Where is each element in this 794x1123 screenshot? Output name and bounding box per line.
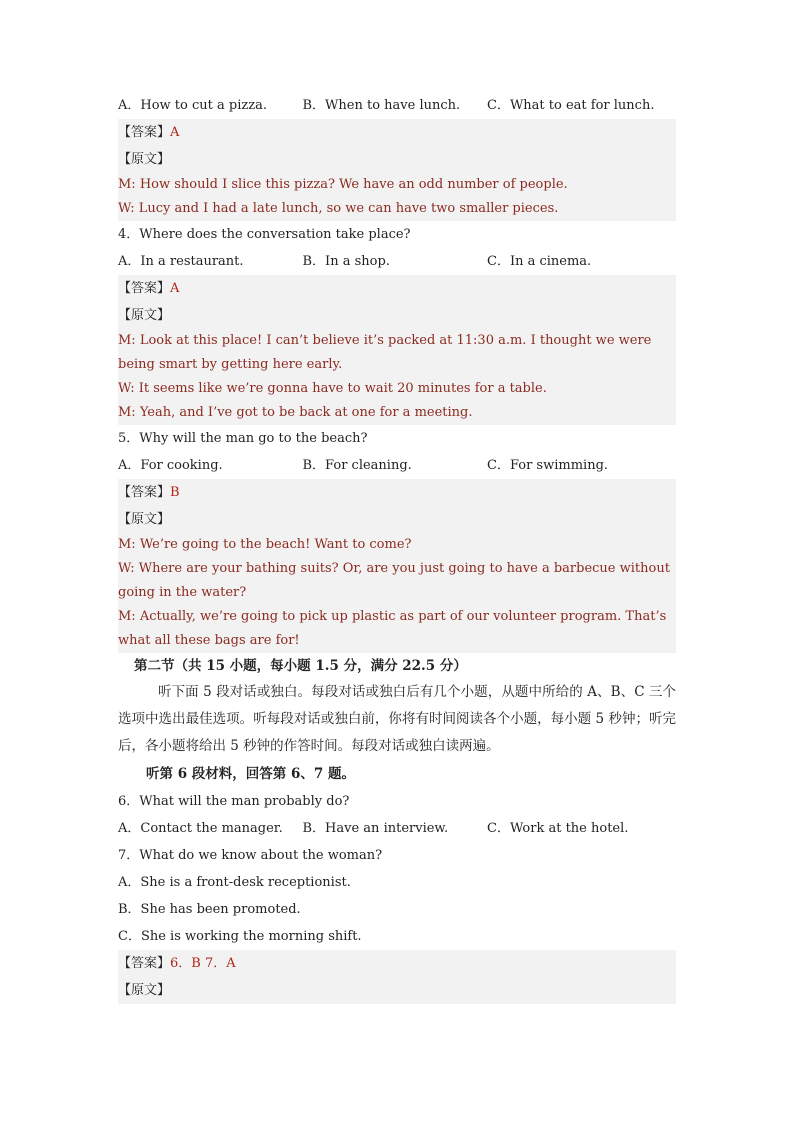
q5-question: 5．Why will the man go to the beach?: [118, 431, 368, 446]
q7-option-a: A．She is a front-desk receptionist.: [118, 875, 351, 890]
section-heading: 第二节（共 15 小题，每小题 1.5 分，满分 22.5 分）: [134, 658, 467, 674]
q5-option-b: B．For cleaning.: [302, 458, 412, 473]
q4-question: 4．Where does the conversation take place?: [118, 227, 411, 242]
q67-answer-box: [118, 950, 676, 1004]
q4-transcript-line: M: Look at this place! I can’t believe it’s packed at 11:30 a.m. I thought we were being smart by getting here early.: [118, 333, 652, 372]
material-heading: 听第 6 段材料，回答第 6、7 题。: [146, 766, 355, 782]
q4-answer-value: A: [170, 281, 180, 296]
q67-transcript-label: 【原文】: [118, 983, 171, 998]
q6-option-c: C．Work at the hotel.: [487, 821, 629, 836]
q6-option-b: B．Have an interview.: [302, 821, 449, 836]
q3-answer-value: A: [170, 125, 180, 140]
q5-answer-box: [118, 479, 676, 653]
q3-transcript-line: M: How should I slice this pizza? We have an odd number of people.: [118, 177, 568, 192]
q5-option-a: A．For cooking.: [118, 458, 223, 473]
q67-answer-value: 6．B 7．A: [170, 956, 236, 971]
q4-option-a: A．In a restaurant.: [118, 254, 244, 269]
q4-transcript-line: M: Yeah, and I’ve got to be back at one for a meeting.: [118, 405, 473, 420]
q3-transcript-label: 【原文】: [118, 152, 171, 167]
q3-answer-box: [118, 119, 676, 221]
q3-transcript-line: W: Lucy and I had a late lunch, so we can have two smaller pieces.: [118, 201, 559, 216]
q4-transcript-line: W: It seems like we’re gonna have to wait 20 minutes for a table.: [118, 381, 547, 396]
q4-answer-box: [118, 275, 676, 425]
q3-options: [118, 92, 676, 119]
q7-option-c: C．She is working the morning shift.: [118, 929, 362, 944]
q3-answer: 【答案】A: [118, 125, 180, 140]
q5-transcript-line: W: Where are your bathing suits? Or, are you just going to have a barbecue without going in the water?: [118, 561, 670, 600]
q5-option-c: C．For swimming.: [487, 458, 609, 473]
q4-option-c: C．In a cinema.: [487, 254, 592, 269]
q6-options: [118, 815, 676, 842]
q5-transcript-line: M: We’re going to the beach! Want to come?: [118, 537, 412, 552]
q67-answer: 【答案】6．B 7．A: [118, 956, 236, 971]
q4-transcript-label: 【原文】: [118, 308, 171, 323]
q4-options: [118, 248, 676, 275]
q7-option-b: B．She has been promoted.: [118, 902, 301, 917]
q4-answer: 【答案】A: [118, 281, 180, 296]
q5-transcript-label: 【原文】: [118, 512, 171, 527]
q5-transcript-line: M: Actually, we’re going to pick up plastic as part of our volunteer program. That’s what all these bags are for!: [118, 609, 667, 648]
section-instructions: 听下面 5 段对话或独白。每段对话或独白后有几个小题，从题中所给的 A、B、C 三个选项中选出最佳选项。听每段对话或独白前，你将有时间阅读各个小题，每小题 5 秒钟；听完后，各小题将给出 5 秒钟的作答时间。每段对话或独白读两遍。: [118, 684, 676, 754]
q6-option-a: A．Contact the manager.: [118, 821, 283, 836]
q3-option-a: A．How to cut a pizza.: [118, 98, 267, 113]
q4-option-b: B．In a shop.: [302, 254, 390, 269]
q7-question: 7．What do we know about the woman?: [118, 848, 383, 863]
q5-answer: 【答案】B: [118, 485, 180, 500]
q6-question: 6．What will the man probably do?: [118, 794, 350, 809]
q5-options: [118, 452, 676, 479]
q3-option-b: B．When to have lunch.: [302, 98, 461, 113]
q5-answer-value: B: [170, 485, 180, 500]
q3-option-c: C．What to eat for lunch.: [487, 98, 655, 113]
document-page: [118, 92, 676, 1004]
